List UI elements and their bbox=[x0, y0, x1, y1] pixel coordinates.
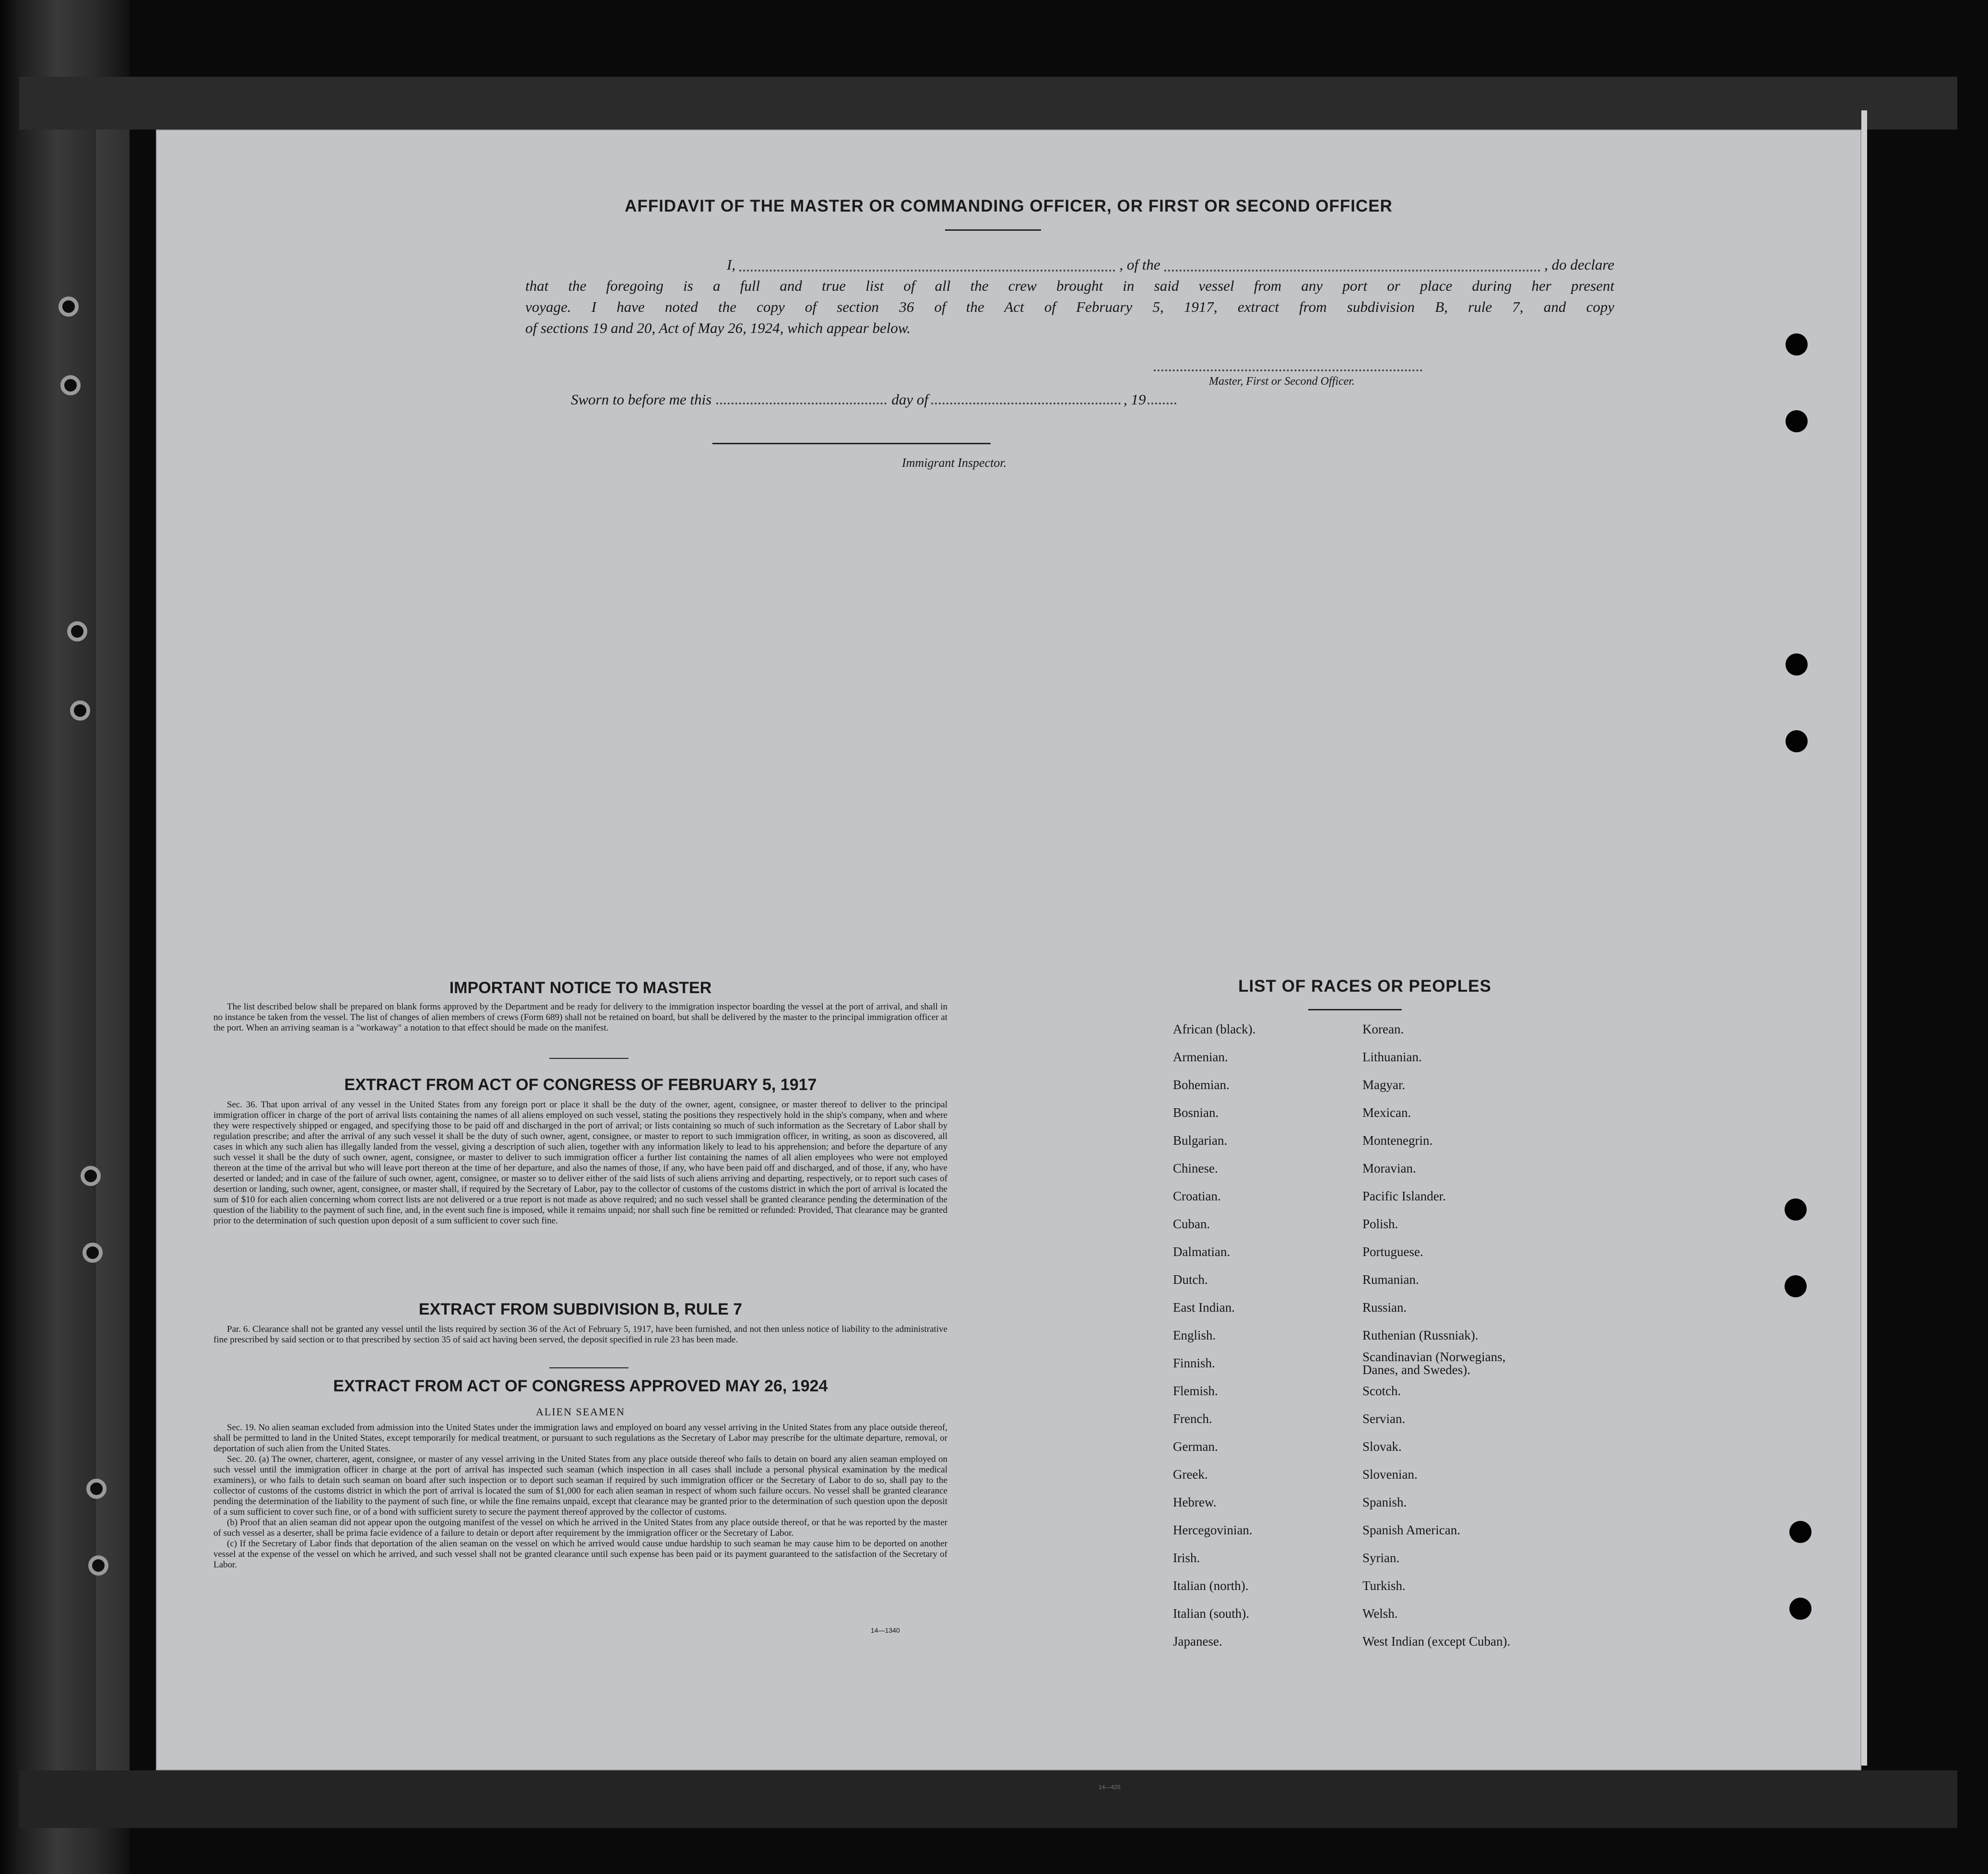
master-caption: Master, First or Second Officer. bbox=[1209, 375, 1355, 388]
race-item: Italian (north). bbox=[1173, 1578, 1249, 1593]
punch-hole bbox=[1789, 1521, 1811, 1543]
race-item: Ruthenian (Russniak). bbox=[1362, 1328, 1479, 1342]
binder-ring bbox=[67, 621, 87, 641]
race-item: Irish. bbox=[1173, 1551, 1200, 1565]
binder-ring bbox=[86, 1479, 106, 1499]
races-divider bbox=[1308, 1009, 1402, 1010]
punch-hole bbox=[1785, 1275, 1807, 1297]
notice-paragraph: The list described below shall be prepared on blank forms approved by the Department and be ready for delivery to the immigration inspector boarding the vessel at the port of arrival, and shall in no instance be taken from the vessel. The list of changes of alien members of crews (Form 689) shall not be retained on board, but shall be delivered by the master to the principal immigration officer at the port. When an arriving seaman is a "workaway" a notation to that effect should be made on the manifest. bbox=[213, 1002, 947, 1033]
affidavit-text-line: that the foregoing is a full and true list of all the crew brought in said vessel from any port or place during her present bbox=[525, 277, 1614, 294]
race-item: Magyar. bbox=[1362, 1078, 1406, 1092]
punch-hole bbox=[1786, 653, 1808, 676]
binder-ring bbox=[81, 1166, 101, 1186]
sworn-line bbox=[571, 391, 1386, 408]
extract-1924-paragraph: Sec. 20. (a) The owner, charterer, agent, consignee, or master of any vessel arriving in the United States from any place outside thereof who fails to detain on board any alien seaman employed on such vessel until the immigration officer in charge at the port of arrival has inspected such seaman (which inspection in all cases shall include a personal physical examination by the medical examiners), or who fails to detain such seaman on board after such inspection or to deport such seaman if required by such immigration officer or the Secretary of Labor to do so, shall pay to the collector of customs of the customs district in which the port of arrival is located the sum of $1,000 for each alien seaman in respect of whom such failure occurs. No vessel shall be granted clearance pending the determination of the liability to the payment of such fine, or while the fine remains unpaid, except that clearance may be granted prior to the determination of such question upon the deposit of a sum sufficient to cover such fine, or of a bond with sufficient surety to secure the payment thereof approved by the collector of customs. bbox=[213, 1454, 947, 1517]
binder-ring bbox=[83, 1243, 103, 1263]
race-item: Mexican. bbox=[1362, 1105, 1411, 1120]
race-item: Spanish. bbox=[1362, 1495, 1407, 1509]
race-item: Portuguese. bbox=[1362, 1245, 1423, 1259]
extract-rule7-paragraph: Par. 6. Clearance shall not be granted any vessel until the lists required by section 36 of the Act of February 5, 1917, have been furnished, and not then unless notice of liability to the administrative fine prescribed by said section or to that prescribed by section 35 of said act having been served, the deposit specified in rule 23 has been made. bbox=[213, 1324, 947, 1345]
section-divider bbox=[549, 1058, 628, 1059]
punch-hole bbox=[1789, 1598, 1811, 1620]
race-item: Dutch. bbox=[1173, 1272, 1208, 1287]
extract-1917-body bbox=[213, 1100, 947, 1226]
sworn-prefix: Sworn to before me this bbox=[571, 391, 712, 408]
inspector-signature-line bbox=[712, 443, 991, 444]
race-item: English. bbox=[1173, 1328, 1216, 1342]
race-item: German. bbox=[1173, 1439, 1218, 1454]
punch-hole bbox=[1786, 410, 1808, 432]
race-item: Flemish. bbox=[1173, 1384, 1218, 1398]
inspector-caption: Immigrant Inspector. bbox=[902, 456, 1007, 470]
race-item: Croatian. bbox=[1173, 1189, 1221, 1203]
race-item: African (black). bbox=[1173, 1022, 1256, 1036]
race-item: Welsh. bbox=[1362, 1606, 1398, 1621]
race-item: Spanish American. bbox=[1362, 1523, 1460, 1537]
extract-rule7-title: EXTRACT FROM SUBDIVISION B, RULE 7 bbox=[418, 1300, 743, 1318]
extract-1924-paragraph: (b) Proof that an alien seaman did not appear upon the outgoing manifest of the vessel on which he arrived in the United States from any place outside thereof, or that he was reported by the master of such vessel as a deserter, shall be prima facie evidence of a failure to detain or deport after requirement by the immigration officer or the Secretary of Labor. bbox=[213, 1518, 947, 1538]
form-sheet bbox=[156, 130, 1861, 1770]
notice-title: IMPORTANT NOTICE TO MASTER bbox=[449, 979, 712, 997]
master-signature-line bbox=[1154, 369, 1422, 371]
binder-ring bbox=[88, 1555, 108, 1576]
race-item: Bohemian. bbox=[1173, 1078, 1230, 1092]
binder-top-frame bbox=[19, 77, 1957, 130]
sworn-day-blank bbox=[716, 403, 887, 404]
race-item: Servian. bbox=[1362, 1411, 1406, 1426]
extract-rule7-body bbox=[213, 1324, 947, 1345]
notice-body bbox=[213, 1002, 947, 1033]
race-item: Hercegovinian. bbox=[1173, 1523, 1253, 1537]
extract-1917-title: EXTRACT FROM ACT OF CONGRESS OF FEBRUARY 5, 1917 bbox=[344, 1076, 817, 1094]
affidavit-title: AFFIDAVIT OF THE MASTER OR COMMANDING OFFICER, OR FIRST OR SECOND OFFICER bbox=[625, 197, 1393, 215]
extract-1917-paragraph: Sec. 36. That upon arrival of any vessel in the United States from any foreign port or place it shall be the duty of the owner, agent, consignee, or master thereof to deliver to the principal immigration officer in charge of the port of arrival lists containing the names of all aliens employed on such vessel, stating the positions they respectively hold in the ship's company, when and where they were respectively shipped or engaged, and specifying those to be paid off and discharged in the port of arrival; or lists containing so much of such information as the Secretary of Labor shall by regulation prescribe; and after the arrival of any such vessel it shall be the duty of such owner, agent, consignee, or master to report to such immigration officer, in writing, as soon as discovered, all cases in which any such alien has illegally landed from the vessel, giving a description of such alien, together with any information likely to lead to his apprehension; and before the departure of any such vessel it shall be the duty of such owner, agent, consignee, or master to deliver to such immigration officer a further list containing the names of all alien employees who were not employed thereon at the time of the arrival but who will leave port thereon at the time of her departure, and also the names of those, if any, who have been paid off and discharged, and of those, if any, who have deserted or landed; and in case of the failure of such owner, agent, consignee, or master so to deliver either of the said lists of such aliens arriving and departing, respectively, or to report such cases of desertion or landing, such owner, agent, consignee, or master shall, if required by the Secretary of Labor, pay to the collector of customs of the customs district in which the port of arrival is located the sum of $10 for each alien concerning whom correct lists are not delivered or a true report is not made as above required; and no such vessel shall be granted clearance pending the determination of the question of the liability to the payment of such fine, and, in the event such fine is imposed, while it remains unpaid; nor shall such fine be remitted or refunded: Provided, That clearance may be granted prior to the determination of such question upon deposit of a sum sufficient to cover such fine. bbox=[213, 1100, 947, 1226]
affidavit-i: I, bbox=[727, 256, 736, 273]
alien-seamen-subtitle: ALIEN SEAMEN bbox=[536, 1406, 625, 1418]
race-item: Russian. bbox=[1362, 1300, 1407, 1315]
race-item: Italian (south). bbox=[1173, 1606, 1249, 1621]
race-item: Slovenian. bbox=[1362, 1467, 1418, 1482]
race-item: Turkish. bbox=[1362, 1578, 1406, 1593]
page-edge bbox=[1861, 110, 1867, 1766]
binder-left-frame bbox=[0, 0, 130, 1874]
vessel-name-blank bbox=[1164, 270, 1540, 272]
affidavit-text-line: voyage. I have noted the copy of section 36 of the Act of February 5, 1917, extract from subdivision B, rule 7, and copy bbox=[525, 298, 1614, 315]
race-item: French. bbox=[1173, 1411, 1212, 1426]
races-title: LIST OF RACES OR PEOPLES bbox=[1238, 977, 1491, 996]
race-item: Chinese. bbox=[1173, 1161, 1218, 1175]
extract-1924-paragraph: (c) If the Secretary of Labor finds that deportation of the alien seaman on the vessel on which he arrived would cause undue hardship to such seaman he may cause him to be deported on another vessel at the expense of the vessel on which he arrived, and such vessel shall not be granted clearance until such expense has been paid or its payment guaranteed to the satisfaction of the Secretary of Labor. bbox=[213, 1539, 947, 1570]
race-item: Armenian. bbox=[1173, 1050, 1228, 1064]
race-item: Polish. bbox=[1362, 1217, 1398, 1231]
officer-name-blank bbox=[739, 270, 1115, 272]
race-item: Montenegrin. bbox=[1362, 1133, 1433, 1148]
binder-ring bbox=[60, 375, 81, 395]
sworn-month-blank bbox=[931, 403, 1121, 404]
punch-hole bbox=[1786, 333, 1808, 356]
race-item: Slovak. bbox=[1362, 1439, 1402, 1454]
extract-1924-paragraph: Sec. 19. No alien seaman excluded from admission into the United States under the immigration laws and employed on board any vessel arriving in the United States from any place outside thereof, shall be permitted to land in the United States, except temporarily for medical treatment, or pursuant to such regulations as the Secretary of Labor may prescribe for the ultimate departure, removal, or deportation of such alien from the United States. bbox=[213, 1423, 947, 1454]
sworn-year-blank bbox=[1148, 403, 1176, 404]
race-item: Japanese. bbox=[1173, 1634, 1222, 1649]
race-item: Hebrew. bbox=[1173, 1495, 1217, 1509]
race-item: Pacific Islander. bbox=[1362, 1189, 1446, 1203]
form-number: 14—1340 bbox=[871, 1626, 900, 1634]
section-divider bbox=[549, 1367, 628, 1368]
sworn-day-of: day of bbox=[891, 391, 928, 408]
title-divider bbox=[945, 229, 1041, 231]
race-item: Syrian. bbox=[1362, 1551, 1400, 1565]
race-item: Bulgarian. bbox=[1173, 1133, 1228, 1148]
binder-ring bbox=[70, 700, 90, 721]
race-item: East Indian. bbox=[1173, 1300, 1235, 1315]
race-item: Korean. bbox=[1362, 1022, 1404, 1036]
race-item: Scotch. bbox=[1362, 1384, 1401, 1398]
punch-hole bbox=[1785, 1198, 1807, 1221]
race-item: West Indian (except Cuban). bbox=[1362, 1634, 1511, 1649]
punch-hole bbox=[1786, 730, 1808, 752]
affidavit-body bbox=[525, 254, 1614, 339]
binder-bottom-frame bbox=[19, 1770, 1957, 1828]
affidavit-text-line: of sections 19 and 20, Act of May 26, 1924, which appear below. bbox=[525, 320, 911, 336]
binder-ring bbox=[59, 297, 79, 317]
race-item: Scandinavian (Norwegians, Danes, and Swedes). bbox=[1362, 1350, 1506, 1377]
footer-form-number: 14—420 bbox=[1099, 1784, 1121, 1791]
affidavit-declare: , do declare bbox=[1544, 256, 1615, 273]
extract-1924-title: EXTRACT FROM ACT OF CONGRESS APPROVED MAY 26, 1924 bbox=[333, 1377, 828, 1395]
race-item: Bosnian. bbox=[1173, 1105, 1219, 1120]
affidavit-declaration-line bbox=[525, 254, 1614, 275]
sworn-year: , 19 bbox=[1123, 391, 1146, 408]
extract-1924-body bbox=[213, 1423, 947, 1570]
race-item: Finnish. bbox=[1173, 1356, 1215, 1370]
race-item: Lithuanian. bbox=[1362, 1050, 1422, 1064]
affidavit-of-the: , of the bbox=[1119, 256, 1160, 273]
race-item: Rumanian. bbox=[1362, 1272, 1419, 1287]
race-item: Dalmatian. bbox=[1173, 1245, 1231, 1259]
race-item: Moravian. bbox=[1362, 1161, 1416, 1175]
race-item: Cuban. bbox=[1173, 1217, 1210, 1231]
race-item: Greek. bbox=[1173, 1467, 1208, 1482]
